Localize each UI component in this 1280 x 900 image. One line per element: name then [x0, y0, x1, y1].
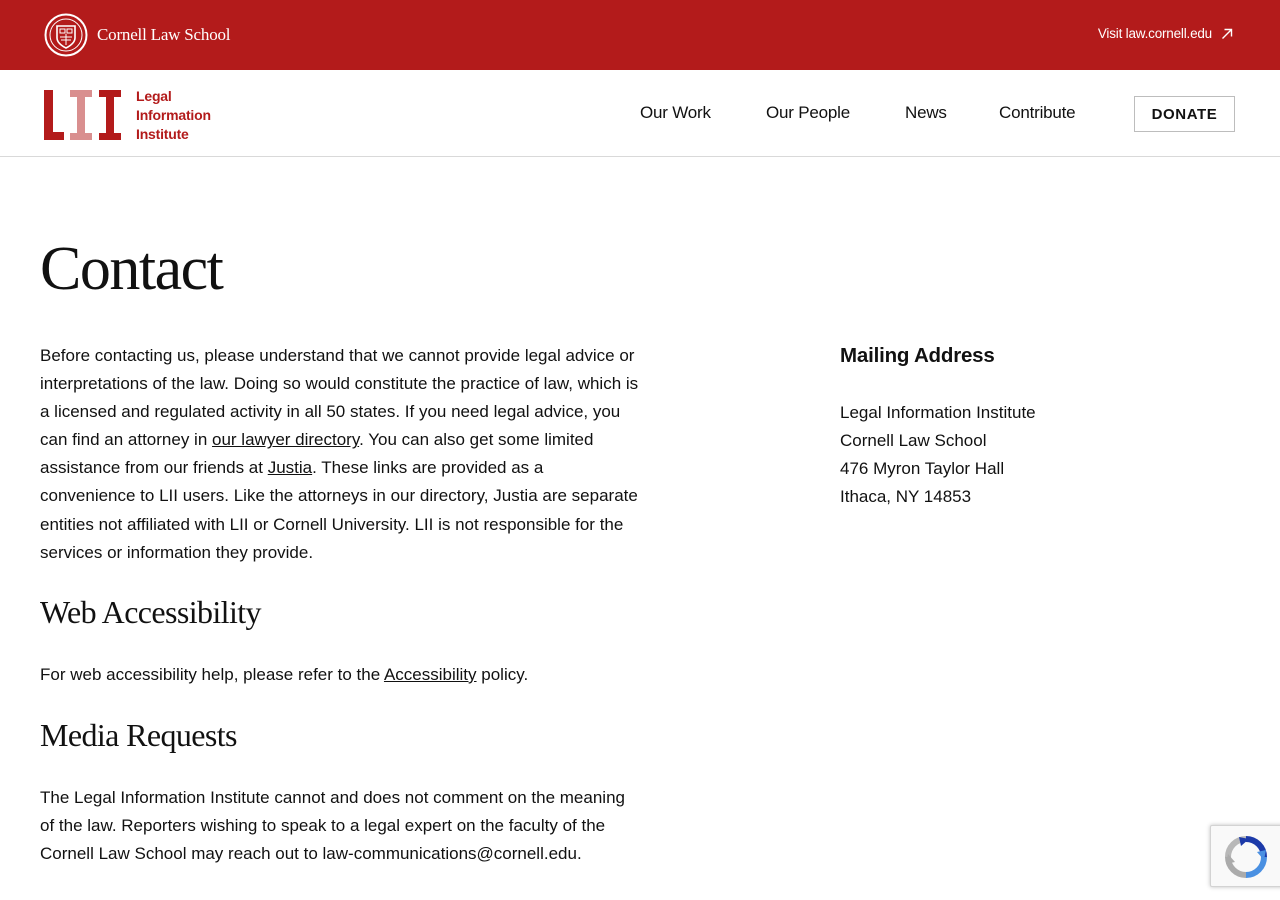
lii-logo-line: Legal [136, 88, 172, 104]
page-title: Contact [40, 235, 223, 303]
lii-logo-text [136, 87, 211, 144]
intro-text: . These links are provided as a convenience to LII users. Like the attorneys in our directory, Justia are separate entities not affiliated with LII or Cornell University. LII is not responsible for the services or information they provide. [40, 458, 638, 562]
recaptcha-badge[interactable] [1210, 825, 1280, 887]
lawyer-directory-link[interactable]: our lawyer directory [212, 430, 360, 450]
web-accessibility-paragraph [40, 661, 640, 689]
cornell-brand-name: Cornell Law School [97, 25, 231, 44]
intro-text: Before contacting us, please understand that we cannot provide legal advice or interpretations of the law. Doing so would constitute the practice of law, which is a licensed and regulated activity in all 50 states. If you need legal advice, you can find an attorney in [40, 346, 639, 450]
address-line: 476 Myron Taylor Hall [840, 459, 1005, 478]
mailing-address-lines [840, 399, 1240, 511]
accessibility-link[interactable]: Accessibility [383, 664, 477, 684]
justia-link[interactable]: Justia [267, 458, 313, 478]
mailing-address-section [840, 343, 1240, 511]
media-requests-paragraph: The Legal Information Institute cannot and does not comment on the meaning of the law. Reporters wishing to speak to a legal expert on the faculty of the Cornell Law School may reach out to law-communications@cornell.edu. [40, 788, 625, 864]
main-content [40, 342, 640, 869]
cornell-seal-icon [44, 13, 88, 57]
intro-text: . You can also get some limited assistance from our friends at [40, 430, 594, 478]
visit-link-label: Visit law.cornell.edu [1097, 26, 1212, 41]
nav-item-news[interactable]: News [905, 103, 947, 122]
accessibility-text: policy. [476, 664, 529, 684]
mailing-address-heading: Mailing Address [840, 344, 995, 367]
external-arrow-icon [1220, 27, 1234, 41]
address-line: Ithaca, NY 14853 [840, 487, 972, 506]
cornell-topbar [0, 0, 1280, 70]
address-line: Cornell Law School [840, 431, 987, 450]
nav-item-our-work[interactable]: Our Work [640, 103, 711, 122]
accessibility-text: For web accessibility help, please refer to the [40, 664, 384, 684]
web-accessibility-heading: Web Accessibility [40, 593, 261, 630]
media-requests-heading: Media Requests [40, 717, 237, 754]
nav-item-contribute[interactable]: Contribute [999, 103, 1076, 122]
lii-logo-line: Institute [136, 126, 189, 142]
recaptcha-icon [1224, 835, 1268, 879]
visit-law-cornell-link[interactable] [1098, 26, 1234, 41]
lii-logo-link[interactable] [44, 87, 211, 144]
cornell-law-school-link[interactable] [44, 13, 230, 57]
donate-button[interactable]: DONATE [1134, 96, 1235, 132]
lii-logo-mark [44, 90, 124, 142]
address-line: Legal Information Institute [840, 403, 1036, 422]
intro-paragraph [40, 342, 640, 567]
lii-logo-line: Information [136, 107, 211, 123]
main-navbar [0, 70, 1280, 157]
nav-item-our-people[interactable]: Our People [766, 103, 850, 122]
